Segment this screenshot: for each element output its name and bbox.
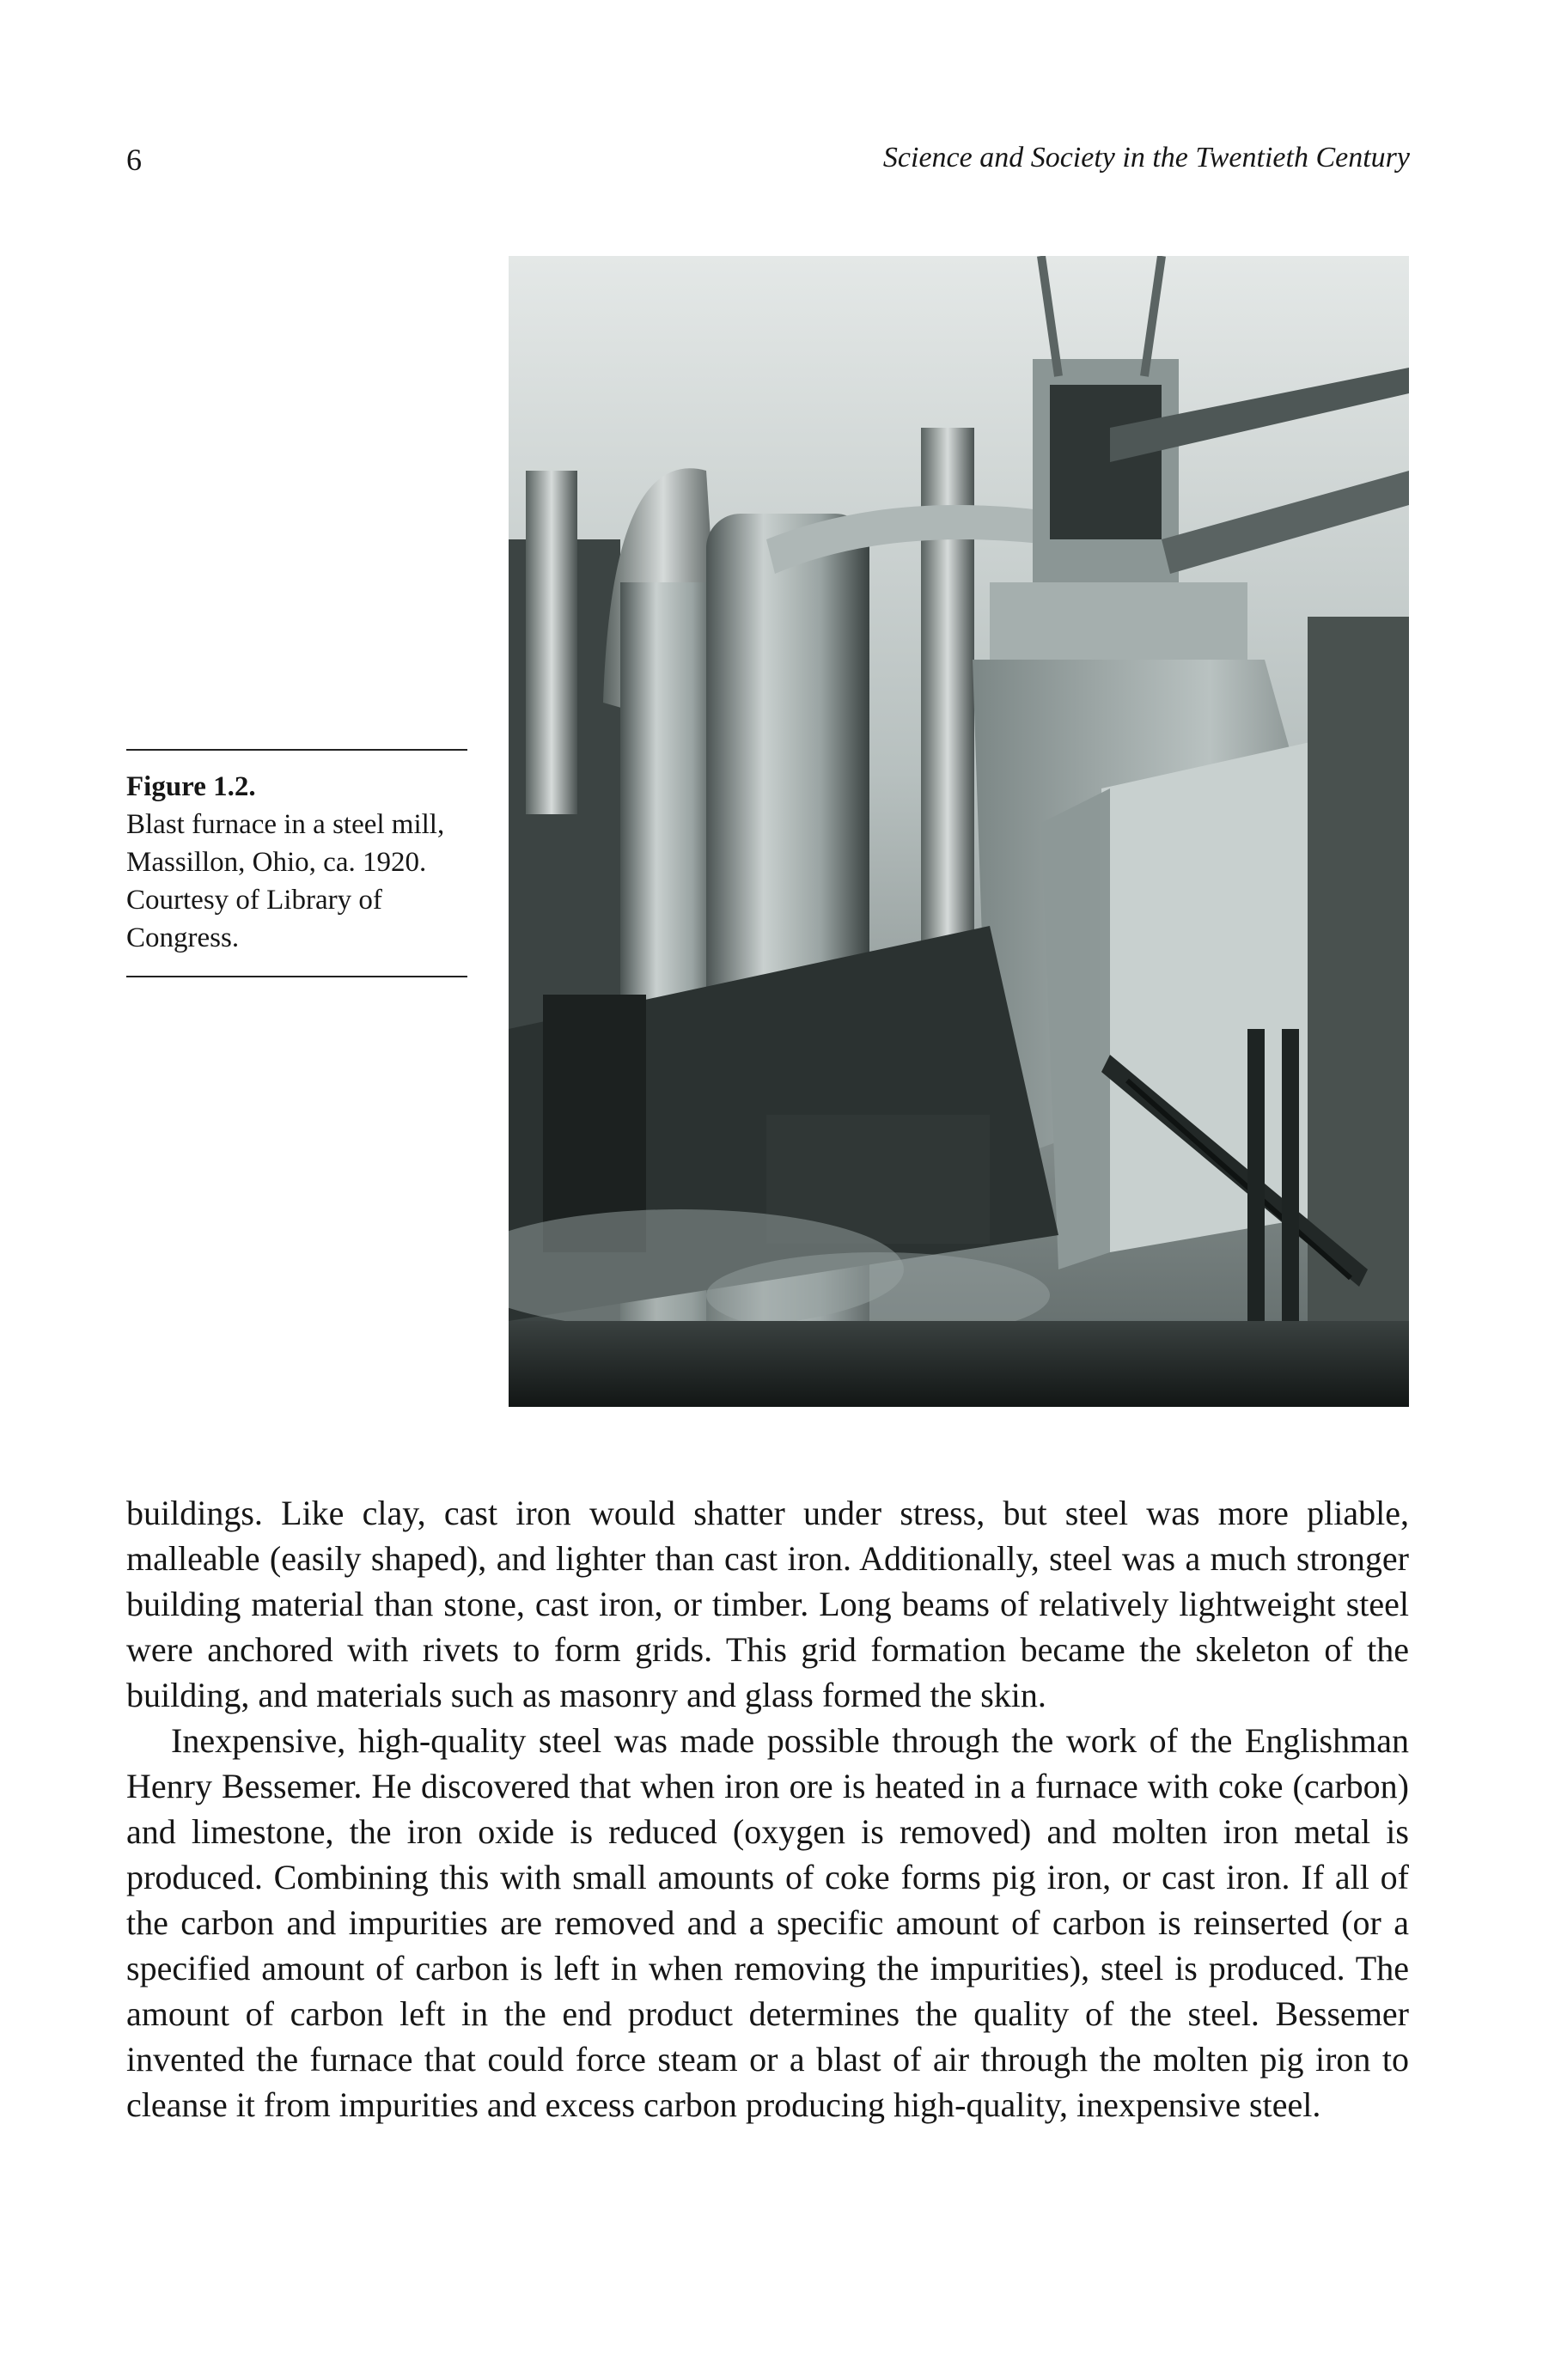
body-paragraph: Inexpensive, high-quality steel was made possible through the work of the Englishman Henry Bessemer. He discovered that when iron ore is heated in a furnace with coke (carbon) and limestone, the iron oxide is reduced (oxygen is removed) and molten iron metal is produced. Combining this with small amounts of coke forms pig iron, or cast iron. If all of the carbon and impurities are removed and a specific amount of carbon is reinserted (or a specified amount of carbon is left in when removing the impurities), steel is produced. The amount of carbon left in the end product determines the quality of the steel. Bessemer invented the furnace that could force steam or a blast of air through the molten pig iron to cleanse it from impurities and excess carbon producing high-quality, inexpensive steel. [126,1721,1409,2124]
body-text [126,1490,1409,2127]
page-number: 6 [126,143,142,177]
body-paragraph: buildings. Like clay, cast iron would shatter under stress, but steel was more pliable, malleable (easily shaped), and lighter than cast iron. Additionally, steel was a much stronger building material than stone, cast iron, or timber. Long beams of relatively lightweight steel were anchored with rivets to form grids. This grid formation became the skeleton of the building, and materials such as masonry and glass formed the skin. [126,1494,1409,1714]
figure-caption-text: Blast furnace in a steel mill, Massillon, Ohio, ca. 1920. Courtesy of Library of Congress. [126,809,445,953]
figure-caption [126,749,467,977]
blast-furnace-photo [509,256,1409,1407]
figure-label: Figure 1.2. [126,771,256,802]
running-head: Science and Society in the Twentieth Century [882,142,1410,173]
